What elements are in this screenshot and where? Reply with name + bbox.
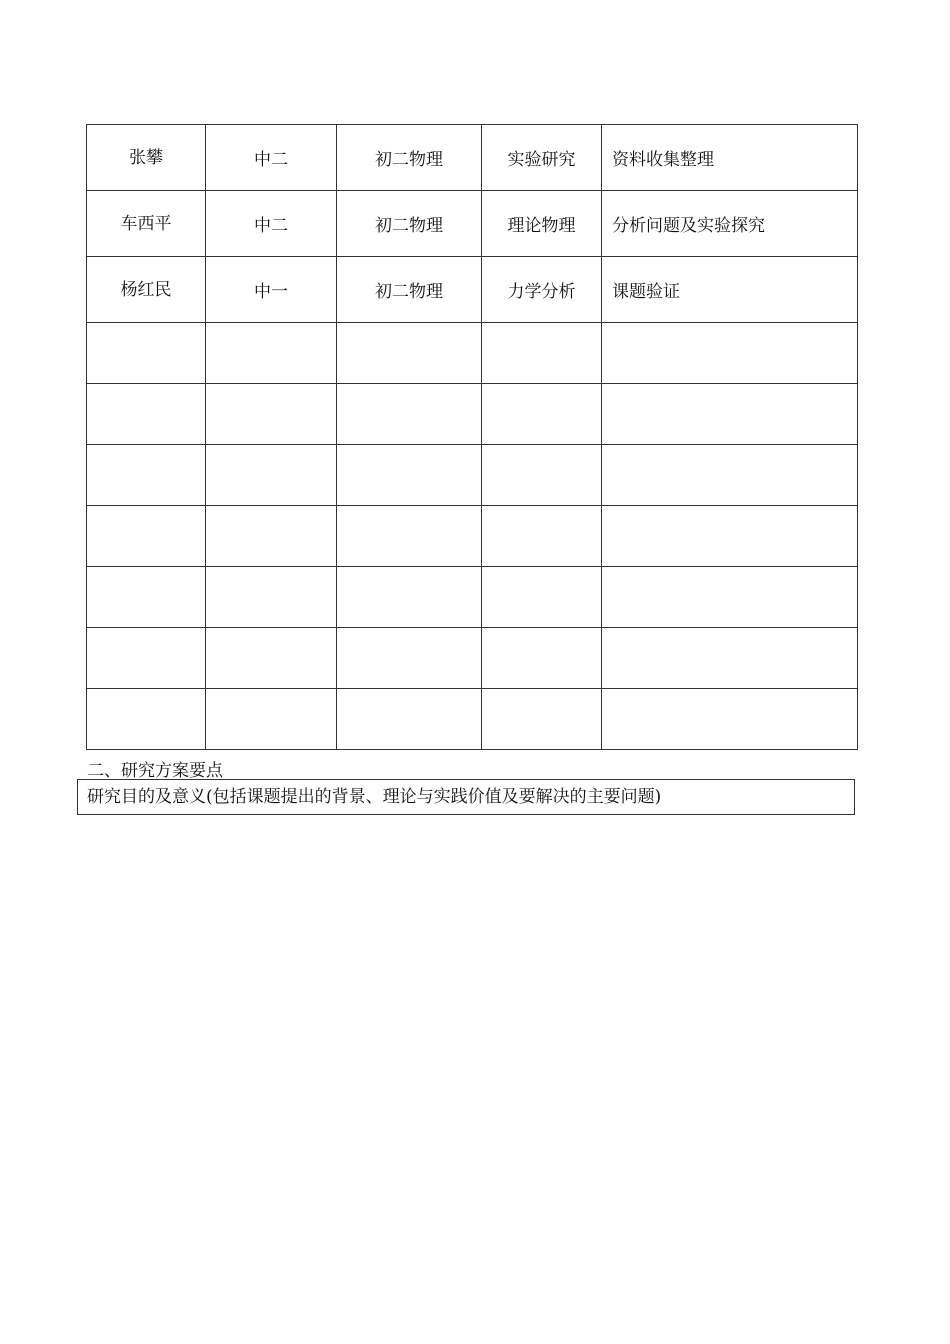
- section-heading: 二、研究方案要点: [87, 761, 223, 781]
- member-task-cell: [602, 506, 858, 567]
- member-task-cell: [602, 689, 858, 750]
- member-name: 张攀: [129, 148, 163, 168]
- member-specialty-cell: [482, 567, 602, 628]
- empty-table-row: [87, 689, 858, 750]
- member-title-cell: [206, 689, 337, 750]
- member-title-cell: [206, 384, 337, 445]
- table-row: [87, 257, 858, 323]
- member-title-cell: [206, 628, 337, 689]
- members-table: [86, 124, 858, 750]
- empty-table-row: [87, 628, 858, 689]
- member-name-cell: [87, 628, 206, 689]
- member-task-cell: [602, 628, 858, 689]
- member-name-cell: [87, 506, 206, 567]
- member-subject-cell: [337, 506, 482, 567]
- member-subject-cell: [337, 323, 482, 384]
- member-specialty-cell: [482, 628, 602, 689]
- purpose-box: [77, 779, 855, 815]
- member-name-cell: [87, 384, 206, 445]
- member-subject-cell: [337, 628, 482, 689]
- member-task-cell: [602, 567, 858, 628]
- member-subject-cell: 初二物理: [337, 257, 482, 323]
- member-title-cell: [206, 445, 337, 506]
- member-name-cell: [87, 191, 206, 257]
- member-task-cell: 课题验证: [602, 257, 858, 323]
- table-row: [87, 191, 858, 257]
- empty-table-row: [87, 445, 858, 506]
- member-specialty-cell: 力学分析: [482, 257, 602, 323]
- member-name-cell: [87, 689, 206, 750]
- purpose-label: 研究目的及意义(包括课题提出的背景、理论与实践价值及要解决的主要问题): [87, 787, 662, 807]
- member-title-cell: [206, 567, 337, 628]
- empty-table-row: [87, 506, 858, 567]
- member-name-cell: [87, 567, 206, 628]
- members-table-body: [87, 125, 858, 750]
- member-specialty-cell: 理论物理: [482, 191, 602, 257]
- member-task-cell: 分析问题及实验探究: [602, 191, 858, 257]
- member-title-cell: 中二: [206, 191, 337, 257]
- member-subject-cell: 初二物理: [337, 191, 482, 257]
- empty-table-row: [87, 323, 858, 384]
- member-name-cell: [87, 445, 206, 506]
- member-task-cell: [602, 384, 858, 445]
- member-task-cell: 资料收集整理: [602, 125, 858, 191]
- member-title-cell: [206, 506, 337, 567]
- member-specialty-cell: 实验研究: [482, 125, 602, 191]
- member-specialty-cell: [482, 384, 602, 445]
- member-task-cell: [602, 323, 858, 384]
- member-specialty-cell: [482, 689, 602, 750]
- member-subject-cell: [337, 445, 482, 506]
- member-subject-cell: [337, 567, 482, 628]
- member-name: 车西平: [120, 214, 172, 234]
- empty-table-row: [87, 384, 858, 445]
- table-row: [87, 125, 858, 191]
- member-title-cell: 中二: [206, 125, 337, 191]
- member-name-cell: [87, 323, 206, 384]
- member-specialty-cell: [482, 445, 602, 506]
- member-specialty-cell: [482, 323, 602, 384]
- member-subject-cell: 初二物理: [337, 125, 482, 191]
- member-name: 杨红民: [120, 280, 172, 300]
- empty-table-row: [87, 567, 858, 628]
- member-name-cell: [87, 257, 206, 323]
- member-subject-cell: [337, 384, 482, 445]
- member-title-cell: [206, 323, 337, 384]
- member-specialty-cell: [482, 506, 602, 567]
- member-title-cell: 中一: [206, 257, 337, 323]
- member-name-cell: [87, 125, 206, 191]
- member-task-cell: [602, 445, 858, 506]
- member-subject-cell: [337, 689, 482, 750]
